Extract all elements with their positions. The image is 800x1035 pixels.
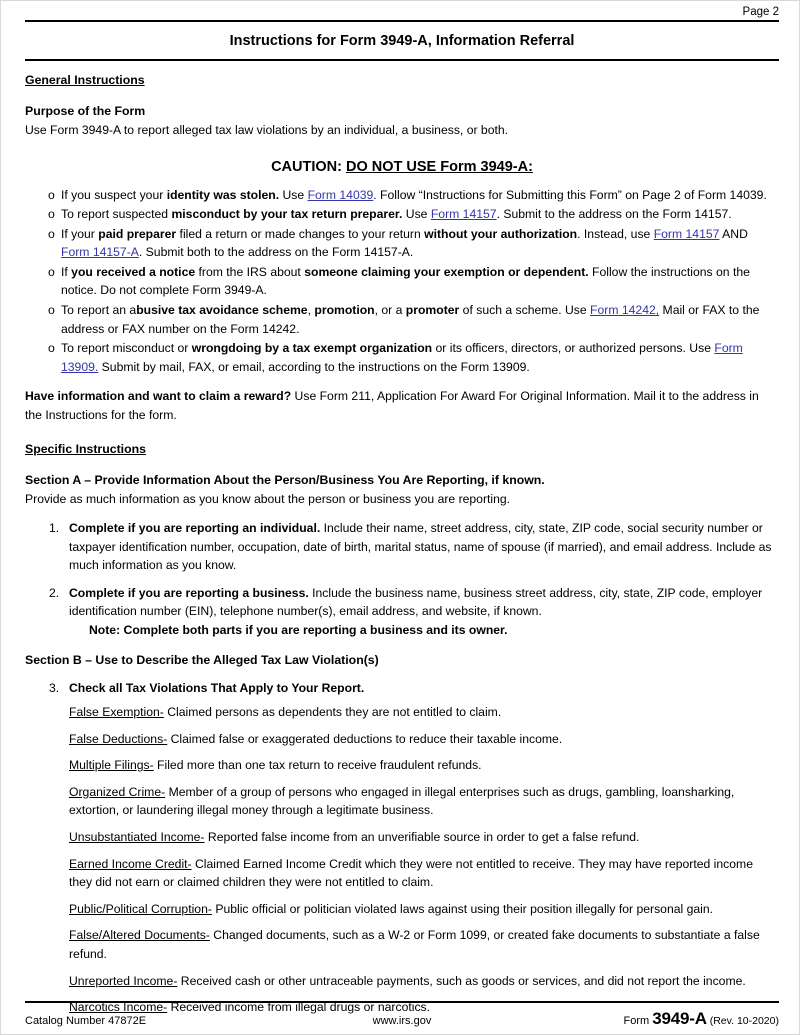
reward-paragraph <box>25 387 779 424</box>
emphasized-text: Unsubstantiated Income- <box>69 830 205 845</box>
emphasized-text: Complete if you are reporting an individual. <box>69 520 321 535</box>
body-text: Received income from illegal drugs or narcotics. <box>167 1000 431 1015</box>
bullet-marker: o <box>48 187 55 202</box>
emphasized-text: busive tax avoidance scheme <box>136 303 308 318</box>
body-text: Public official or politician violated laws against using their position illegally for personal gain. <box>211 901 714 916</box>
body-text: Use <box>402 207 431 222</box>
tax-violation-item[interactable] <box>69 855 779 892</box>
catalog-number: Catalog Number 47872E <box>25 1015 147 1027</box>
emphasized-text: promoter <box>405 303 460 318</box>
tax-violation-item[interactable] <box>69 828 779 847</box>
form-reference-link[interactable]: Form 14157-A <box>61 245 139 260</box>
emphasized-text: False Exemption- <box>69 705 164 720</box>
emphasized-text: wrongdoing by a tax exempt organization <box>191 341 433 356</box>
note-line: Note: Complete both parts if you are reporting a business and its owner. <box>89 622 508 637</box>
emphasized-text: promotion <box>314 303 375 318</box>
emphasized-text: Earned Income Credit- <box>69 856 192 871</box>
bullet-marker: o <box>48 264 55 279</box>
bullet-marker: o <box>48 207 55 222</box>
body-text: If your <box>61 226 99 241</box>
emphasized-text: False/Altered Documents- <box>69 928 210 943</box>
do-not-use-bullet-list <box>25 186 779 377</box>
do-not-use-bullet-item <box>25 339 779 376</box>
body-text: To report suspected <box>61 207 172 222</box>
emphasized-text: Check all Tax Violations That Apply to Your Report. <box>69 680 365 695</box>
body-text: Include the business name, business street address, city, state, ZIP code, employer identification number (EIN), telephone number(s), email address, and website, if known. <box>69 585 763 619</box>
numbered-instruction-item <box>25 679 779 698</box>
body-text: Claimed persons as dependents they are not entitled to claim. <box>163 705 502 720</box>
emphasized-text: someone claiming your exemption or dependent. <box>304 264 589 279</box>
page-content <box>25 1 779 1025</box>
tax-violation-item[interactable] <box>69 926 779 963</box>
body-text: Received cash or other untraceable payments, such as goods or services, and did not report the income. <box>177 973 746 988</box>
purpose-heading: Purpose of the Form <box>25 104 146 118</box>
numbered-instruction-item <box>25 519 779 575</box>
body-text: . Instead, use <box>577 226 654 241</box>
emphasized-text: Organized Crime- <box>69 784 166 799</box>
do-not-use-bullet-item <box>25 205 779 224</box>
do-not-use-bullet-item <box>25 301 779 338</box>
page-footer <box>25 1001 779 1029</box>
purpose-text: Use Form 3949-A to report alleged tax law violations by an individual, a business, or both. <box>25 123 509 137</box>
emphasized-text: DO NOT USE Form 3949-A: <box>346 158 533 175</box>
tax-violation-item[interactable] <box>69 756 779 775</box>
page-number-label: Page 2 <box>742 6 779 18</box>
body-text: or its officers, directors, or authorized persons. Use <box>432 341 715 356</box>
body-text: , or a <box>374 303 406 318</box>
tax-violation-list <box>25 703 779 1017</box>
numbered-instruction-item <box>25 584 779 640</box>
section-a-item-list <box>25 519 779 640</box>
body-text: To report an a <box>61 303 137 318</box>
list-number-marker: 1. <box>49 520 60 535</box>
list-number-marker: 2. <box>49 585 60 600</box>
document-title: Instructions for Form 3949-A, Information Referral <box>229 33 575 49</box>
section-b-heading: Section B – Use to Describe the Alleged Tax Law Violation(s) <box>25 652 379 667</box>
emphasized-text: Multiple Filings- <box>69 758 154 773</box>
body-text: . Submit both to the address on the Form 14157-A. <box>138 245 414 260</box>
form-identifier <box>523 1009 779 1029</box>
emphasized-text: identity was stolen. <box>166 187 280 202</box>
body-text: To report misconduct or <box>61 341 192 356</box>
general-instructions-heading-wrap <box>25 61 779 88</box>
body-text: . Follow “Instructions for Submitting this Form” on Page 2 of Form 14039. <box>373 187 767 202</box>
form-reference-link[interactable]: Form 13909. <box>61 341 743 374</box>
body-text: Filed more than one tax return to receive fraudulent refunds. <box>153 758 482 773</box>
tax-violation-item[interactable] <box>69 972 779 991</box>
section-b-item-list <box>25 679 779 698</box>
tax-violation-item[interactable] <box>69 900 779 919</box>
bullet-marker: o <box>48 226 55 241</box>
body-text: Submit by mail, FAX, or email, according to the instructions on the Form 13909. <box>98 359 530 374</box>
do-not-use-bullet-item <box>25 186 779 205</box>
body-text: Include their name, street address, city, state, ZIP code, social security number or taxpayer identification number, occupation, date of birth, marital status, name of spouse (if married), and email address. Include as much information as you know. <box>69 520 772 573</box>
body-text: Use <box>279 187 308 202</box>
body-text: of such a scheme. Use <box>459 303 591 318</box>
body-text: from the IRS about <box>195 264 305 279</box>
emphasized-text: Public/Political Corruption- <box>69 901 212 916</box>
body-text: Follow the instructions on the notice. Do not complete Form 3949-A. <box>61 264 750 298</box>
do-not-use-bullet-item <box>25 225 779 262</box>
tax-violation-item[interactable] <box>69 703 779 722</box>
emphasized-text: paid preparer <box>98 226 177 241</box>
body-text: Reported false income from an unverifiable source in order to get a false refund. <box>204 830 640 845</box>
list-number-marker: 3. <box>49 680 60 695</box>
form-revision: (Rev. 10-2020) <box>706 1015 779 1027</box>
emphasized-text: False Deductions- <box>69 731 168 746</box>
irs-website-link[interactable]: www.irs.gov <box>372 1015 432 1027</box>
form-number: 3949-A <box>652 1009 707 1028</box>
form-label: Form <box>623 1015 653 1027</box>
form-reference-link[interactable]: Form 14157 <box>653 226 720 241</box>
section-a-heading: Section A – Provide Information About the Person/Business You Are Reporting, if known. <box>25 473 545 488</box>
emphasized-text: CAUTION: <box>271 158 346 175</box>
do-not-use-bullet-item <box>25 263 779 300</box>
body-text: AND <box>719 226 748 241</box>
form-reference-link[interactable]: Form 14157 <box>430 207 497 222</box>
body-text: Changed documents, such as a W-2 or Form 1099, or created fake documents to substantiate a false refund. <box>69 928 760 962</box>
footer-row <box>25 1003 779 1029</box>
emphasized-text: misconduct by your tax return preparer. <box>171 207 403 222</box>
body-text: If <box>61 264 72 279</box>
body-text: . Submit to the address on the Form 14157. <box>496 207 732 222</box>
tax-violation-item[interactable] <box>69 730 779 749</box>
body-text: Claimed Earned Income Credit which they were not entitled to receive. They may have reported income they did not earn or claimed children they were not entitled to claim. <box>69 856 753 890</box>
bullet-marker: o <box>48 303 55 318</box>
emphasized-text: Have information and want to claim a reward? <box>25 389 292 404</box>
bullet-marker: o <box>48 341 55 356</box>
body-text: Mail or FAX to the address or FAX number on the Form 14242. <box>61 303 760 336</box>
specific-instructions-heading-wrap <box>25 430 779 457</box>
emphasized-text: Narcotics Income- <box>69 1000 168 1015</box>
general-instructions-heading: General Instructions <box>25 73 145 87</box>
caution-heading <box>25 157 779 177</box>
body-text: If you suspect your <box>61 187 167 202</box>
emphasized-text: Complete if you are reporting a business. <box>69 585 309 600</box>
tax-violation-item[interactable] <box>69 783 779 820</box>
body-text: Use Form 211, Application For Award For Original Information. Mail it to the address in the Instructions for the form. <box>25 389 759 422</box>
body-text: filed a return or made changes to your return <box>176 226 425 241</box>
form-reference-link[interactable]: Form 14039 <box>307 187 374 202</box>
form-reference-link[interactable]: Form 14242, <box>590 303 660 318</box>
emphasized-text: Unreported Income- <box>69 973 178 988</box>
specific-instructions-heading: Specific Instructions <box>25 442 146 457</box>
emphasized-text: without your authorization <box>424 226 578 241</box>
body-text: Claimed false or exaggerated deductions to reduce their taxable income. <box>167 731 563 746</box>
body-text: , <box>307 303 315 318</box>
body-text: Member of a group of persons who engaged in illegal enterprises such as drugs, gambling, loansharking, extortion, or laundering illegal money through a legitimate business. <box>69 784 735 818</box>
emphasized-text: you received a notice <box>71 264 196 279</box>
section-a-intro: Provide as much information as you know about the person or business you are reporting. <box>25 492 511 507</box>
